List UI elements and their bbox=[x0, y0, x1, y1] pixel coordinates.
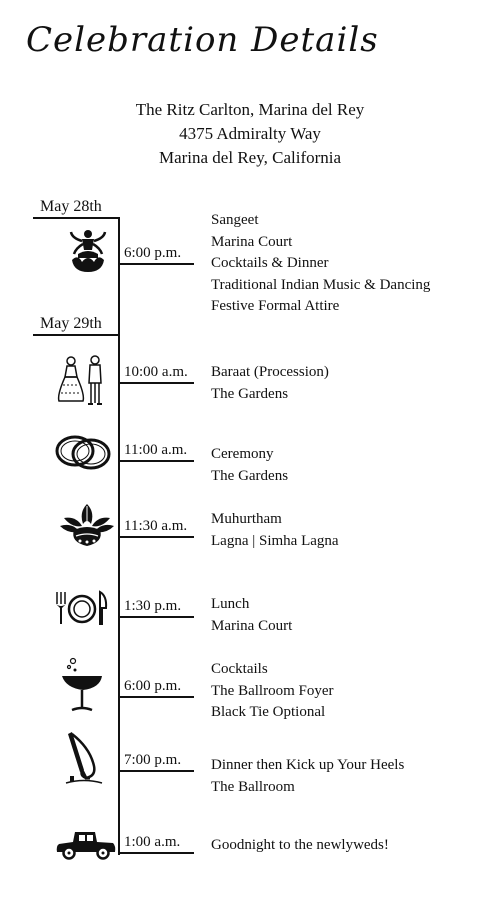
page-title: Celebration Details bbox=[26, 20, 379, 60]
event-time: 11:30 a.m. bbox=[124, 518, 188, 534]
lotus-deity-icon bbox=[68, 228, 108, 276]
high-heel-icon bbox=[60, 730, 108, 786]
event-line: Sangeet bbox=[211, 212, 259, 228]
event-line: Cocktails bbox=[211, 661, 268, 677]
event-details bbox=[211, 755, 404, 798]
event-time: 10:00 a.m. bbox=[124, 364, 188, 380]
event-line: Festive Formal Attire bbox=[211, 298, 340, 314]
event-time: 6:00 p.m. bbox=[124, 678, 182, 694]
bride-groom-icon bbox=[57, 355, 109, 407]
event-line: The Ballroom Foyer bbox=[211, 682, 334, 699]
venue-address bbox=[0, 98, 500, 170]
date-label-may-28: May 28th bbox=[40, 198, 102, 215]
time-rule bbox=[120, 460, 194, 462]
time-rule bbox=[120, 382, 194, 384]
event-time: 1:30 p.m. bbox=[124, 598, 182, 614]
cocktail-glass-icon bbox=[60, 656, 104, 714]
wedding-rings-icon bbox=[52, 432, 114, 472]
event-time: 7:00 p.m. bbox=[124, 752, 182, 768]
venue-city: Marina del Rey, California bbox=[158, 148, 342, 167]
event-line: Marina Court bbox=[211, 233, 293, 250]
event-line: Dinner then Kick up Your Heels bbox=[211, 757, 405, 773]
event-line: Lagna | Simha Lagna bbox=[211, 532, 339, 549]
event-line: The Gardens bbox=[211, 385, 289, 402]
vintage-car-icon bbox=[55, 830, 117, 860]
event-details bbox=[211, 509, 339, 552]
event-time: 6:00 p.m. bbox=[124, 245, 182, 261]
event-details bbox=[211, 835, 389, 857]
time-rule bbox=[120, 263, 194, 265]
event-line: Traditional Indian Music & Dancing bbox=[211, 276, 431, 293]
plate-cutlery-icon bbox=[52, 588, 110, 628]
event-line: Lunch bbox=[211, 596, 250, 612]
date-rule bbox=[33, 217, 120, 219]
event-details bbox=[211, 444, 288, 487]
kalash-icon bbox=[58, 502, 116, 548]
event-line: Ceremony bbox=[211, 446, 274, 462]
event-line: Muhurtham bbox=[211, 511, 282, 527]
event-time: 1:00 a.m. bbox=[124, 834, 181, 850]
date-label-may-29: May 29th bbox=[40, 315, 102, 332]
date-rule bbox=[33, 334, 120, 336]
venue-street: 4375 Admiralty Way bbox=[179, 124, 321, 143]
event-line: The Ballroom bbox=[211, 778, 295, 795]
event-line: The Gardens bbox=[211, 467, 289, 484]
event-details bbox=[211, 659, 333, 724]
event-line: Black Tie Optional bbox=[211, 704, 326, 720]
time-rule bbox=[120, 852, 194, 854]
time-rule bbox=[120, 696, 194, 698]
time-rule bbox=[120, 770, 194, 772]
venue-name: The Ritz Carlton, Marina del Rey bbox=[135, 100, 365, 119]
event-line: Goodnight to the newlyweds! bbox=[211, 837, 389, 853]
event-details bbox=[211, 210, 430, 318]
event-line: Baraat (Procession) bbox=[211, 364, 329, 380]
event-line: Cocktails & Dinner bbox=[211, 255, 329, 271]
event-time: 11:00 a.m. bbox=[124, 442, 188, 458]
time-rule bbox=[120, 536, 194, 538]
event-details bbox=[211, 362, 329, 405]
event-line: Marina Court bbox=[211, 617, 293, 634]
event-details bbox=[211, 594, 292, 637]
time-rule bbox=[120, 616, 194, 618]
